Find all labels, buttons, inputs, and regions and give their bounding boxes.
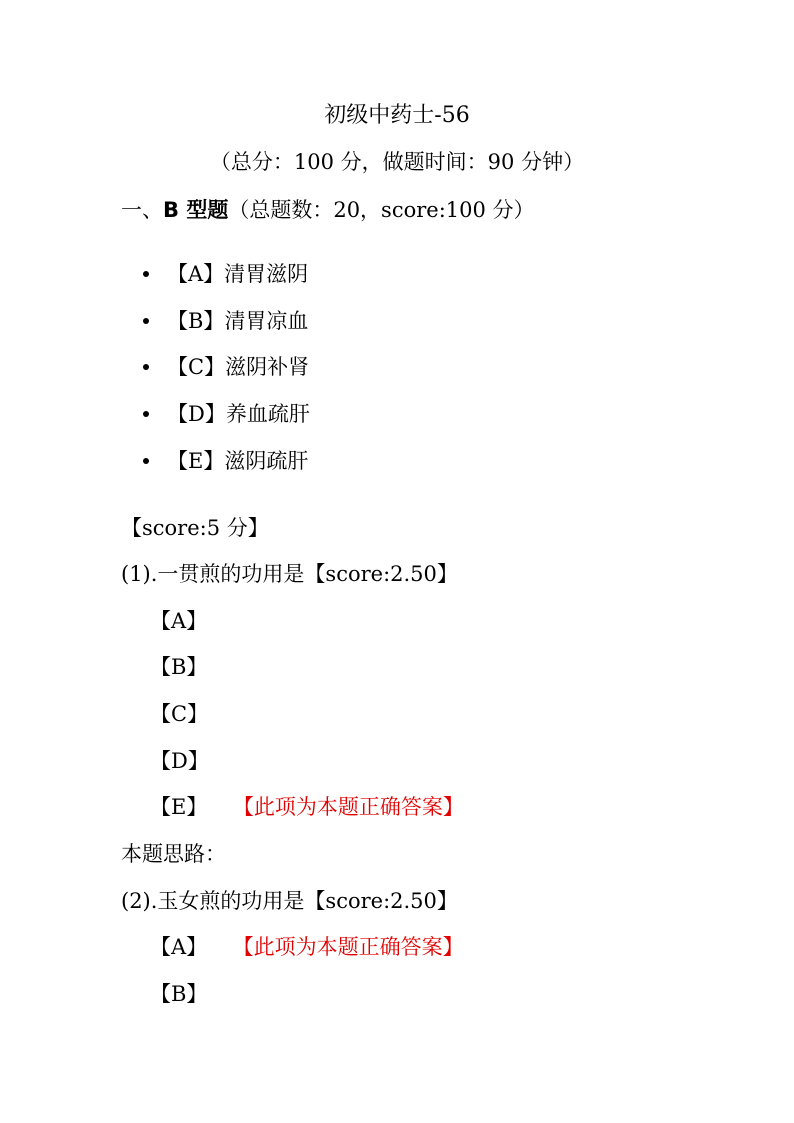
group-score: 【score:5 分】: [121, 516, 269, 540]
option-label: 【C】: [167, 355, 226, 379]
section-prefix: 一、: [121, 198, 163, 222]
shared-option-a: [143, 258, 308, 288]
shared-option-c: [143, 351, 309, 381]
shared-option-e: [143, 445, 308, 475]
question-option: 【B】: [150, 655, 208, 679]
option-label: 【B】: [167, 309, 225, 333]
page-subtitle: （总分：100 分，做题时间：90 分钟）: [209, 150, 585, 174]
option-text: 清胃凉血: [224, 309, 309, 333]
bullet-icon: [143, 271, 149, 277]
option-label: 【D】: [167, 402, 226, 426]
option-label: 【E】: [167, 449, 225, 473]
option-text: 滋阴补肾: [225, 355, 310, 379]
question-option-correct: [150, 791, 464, 821]
bullet-icon: [143, 411, 149, 417]
option-label: 【A】: [150, 935, 208, 959]
bullet-icon: [143, 318, 149, 324]
option-label: 【E】: [150, 795, 208, 819]
correct-answer-mark: 【此项为本题正确答案】: [243, 795, 464, 819]
bullet-icon: [143, 458, 149, 464]
question-stem: (1).一贯煎的功用是【score:2.50】: [121, 562, 458, 586]
correct-answer-mark: 【此项为本题正确答案】: [243, 935, 464, 959]
page-title: 初级中药士-56: [324, 103, 470, 128]
explanation-label: 本题思路：: [121, 842, 226, 866]
option-label: 【A】: [167, 262, 225, 286]
option-text: 清胃滋阴: [224, 262, 309, 286]
bullet-icon: [143, 364, 149, 370]
question-stem: (2).玉女煎的功用是【score:2.50】: [121, 889, 458, 913]
section-name: B 型题: [163, 198, 229, 222]
section-heading: [121, 194, 535, 224]
question-option: 【C】: [150, 702, 209, 726]
section-info: （总题数：20，score:100 分）: [228, 198, 535, 222]
question-option-correct: [150, 931, 464, 961]
question-option: 【B】: [150, 982, 208, 1006]
question-option: 【D】: [150, 749, 209, 773]
shared-option-d: [143, 398, 310, 428]
option-text: 养血疏肝: [225, 402, 310, 426]
option-text: 滋阴疏肝: [224, 449, 309, 473]
question-option: 【A】: [150, 609, 208, 633]
shared-option-b: [143, 305, 308, 335]
